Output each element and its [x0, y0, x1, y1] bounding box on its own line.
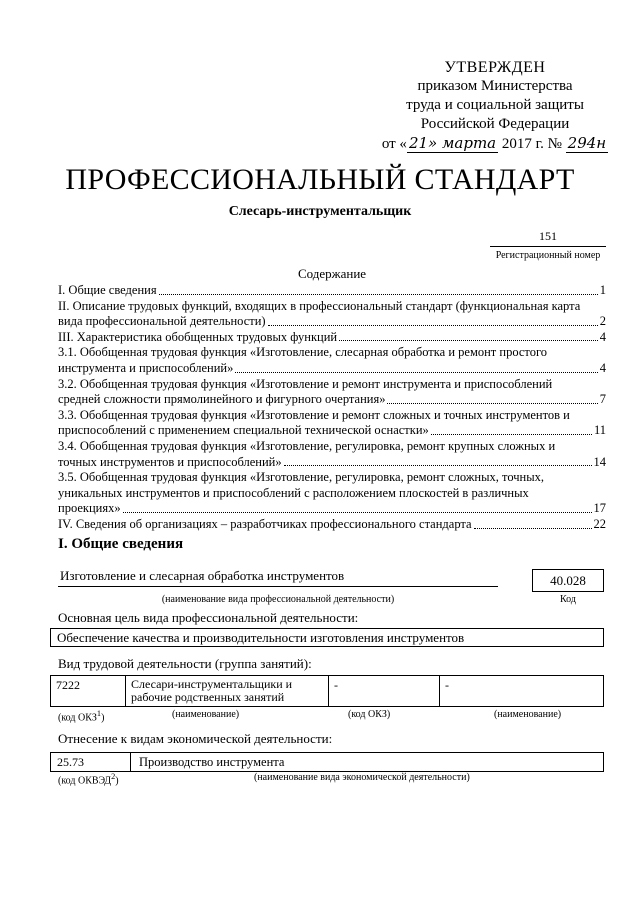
- toc-entry-1[interactable]: [58, 283, 606, 299]
- document-subtitle: Слесарь-инструментальщик: [228, 204, 412, 219]
- activity-code: 40.028: [550, 573, 586, 588]
- okved-name-caption: (наименование вида экономической деятельности): [254, 772, 470, 783]
- toc-entry-text: 3.4. Обобщенная трудовая функция «Изготовление, регулировка, ремонт крупных сложных и: [58, 438, 556, 453]
- okz-code-cell: 7222: [51, 676, 126, 707]
- toc-heading: Содержание: [297, 266, 367, 281]
- approval-order-number: 294н: [567, 134, 607, 152]
- toc-entry-3-5[interactable]: [58, 470, 606, 517]
- toc-entry-text: средней сложности прямолинейного и фигурного очертания»: [58, 392, 386, 407]
- approval-title: УТВЕРЖДЕН: [444, 59, 546, 76]
- toc-leader: [123, 512, 592, 513]
- okved-row: [50, 752, 604, 772]
- caption-text: (код ОКЗ: [58, 712, 97, 724]
- approval-date-prefix: от «: [381, 136, 407, 152]
- table-of-contents: [58, 283, 606, 533]
- toc-leader: [268, 325, 598, 326]
- okz-name2-caption: (наименование): [494, 709, 562, 720]
- toc-page: 14: [593, 454, 606, 469]
- toc-entry-text: II. Описание трудовых функций, входящих в профессиональный стандарт (функциональная карта: [58, 298, 581, 313]
- group-label: Вид трудовой деятельности (группа занятий):: [58, 656, 312, 671]
- toc-page: 4: [599, 360, 606, 375]
- toc-entry-text: 3.2. Обобщенная трудовая функция «Изготовление и ремонт инструмента и приспособлений: [58, 376, 553, 391]
- toc-entry-text: точных инструментов и приспособлений»: [58, 454, 282, 469]
- approval-date-line: [380, 134, 610, 154]
- approval-date-handwritten: 21» марта: [408, 134, 497, 152]
- toc-entry-text: 3.3. Обобщенная трудовая функция «Изготовление и ремонт сложных и точных инструментов и: [58, 407, 570, 422]
- activity-name-caption: (наименование вида профессиональной деятельности): [161, 594, 395, 605]
- toc-entry-text: 3.1. Обобщенная трудовая функция «Изготовление, слесарная обработка и ремонт простого: [58, 345, 548, 360]
- approval-line-labour: труда и социальной защиты: [406, 97, 584, 113]
- toc-entry-2[interactable]: [58, 299, 606, 330]
- toc-page: 4: [599, 329, 606, 344]
- toc-leader: [387, 403, 597, 404]
- okz-name-caption: (наименование): [172, 709, 240, 720]
- footnote-mark: 1: [96, 709, 102, 718]
- activity-code-box: [532, 569, 604, 592]
- okz-code-caption: [58, 709, 104, 723]
- registration-label: Регистрационный номер: [495, 250, 601, 261]
- toc-entry-text: 3.5. Обобщенная трудовая функция «Изготовление, регулировка, ремонт сложных, точных,: [58, 470, 544, 485]
- toc-entry-3[interactable]: [58, 330, 606, 346]
- okz-name-line: рабочие родственных занятий: [131, 690, 285, 704]
- okz-code-cell-2: -: [329, 676, 440, 707]
- toc-page: 7: [599, 392, 606, 407]
- okz-name-cell-2: -: [440, 676, 604, 707]
- activity-name: Изготовление и слесарная обработка инструментов: [60, 568, 345, 583]
- toc-page: 1: [599, 283, 606, 297]
- activity-name-field: [58, 568, 498, 587]
- toc-page: 22: [593, 516, 606, 531]
- toc-leader: [431, 434, 592, 435]
- toc-entry-3-3[interactable]: [58, 408, 606, 439]
- toc-entry-text: вида профессиональной деятельности): [58, 314, 266, 329]
- okved-name: Производство инструмента: [139, 755, 285, 769]
- toc-leader: [235, 372, 597, 373]
- approval-line-ministry: приказом Министерства: [417, 78, 573, 94]
- toc-entry-text: инструмента и приспособлений»: [58, 360, 234, 375]
- toc-entry-text: IV. Сведения об организациях – разработчиках профессионального стандарта: [58, 516, 472, 531]
- toc-entry-text: уникальных инструментов и приспособлений с расположением плоскостей в различных: [58, 485, 529, 500]
- toc-entry-4[interactable]: [58, 517, 606, 533]
- toc-entry-text: приспособлений с применением специальной технической оснастки»: [58, 423, 429, 438]
- approval-date-year: 2017 г. №: [501, 136, 562, 152]
- approval-line-federation: Российской Федерации: [420, 116, 570, 132]
- toc-page: 11: [593, 423, 606, 438]
- toc-leader: [339, 340, 598, 341]
- section-heading: I. Общие сведения: [58, 536, 184, 552]
- goal-field: [50, 628, 604, 647]
- toc-leader: [159, 294, 598, 295]
- toc-entry-text: проекциях»: [58, 501, 121, 516]
- activity-code-caption: Код: [560, 594, 576, 605]
- caption-text: (код ОКВЭД: [58, 775, 112, 787]
- toc-page: 2: [599, 314, 606, 329]
- toc-leader: [474, 528, 592, 529]
- table-row: [51, 676, 604, 707]
- registration-block: [490, 229, 606, 261]
- footnote-mark: 2: [111, 772, 116, 781]
- approval-block: [380, 58, 610, 154]
- okved-code: 25.73: [51, 753, 131, 771]
- goal-value: Обеспечение качества и производительности изготовления инструментов: [57, 630, 465, 645]
- okz-name-line: Слесари-инструментальщики и: [131, 677, 293, 691]
- toc-entry-text: III. Характеристика обобщенных трудовых функций: [58, 329, 338, 344]
- caption-text: ): [101, 712, 105, 724]
- toc-entry-3-1[interactable]: [58, 345, 606, 376]
- econ-label: Отнесение к видам экономической деятельности:: [58, 731, 333, 746]
- toc-page: 17: [593, 501, 606, 516]
- caption-text: ): [115, 775, 119, 787]
- toc-entry-3-4[interactable]: [58, 439, 606, 470]
- toc-leader: [284, 465, 592, 466]
- toc-entry-3-2[interactable]: [58, 377, 606, 408]
- okz-name-cell: [126, 676, 329, 707]
- okz-table: [50, 675, 604, 707]
- okved-code-caption: [58, 772, 119, 786]
- registration-number: 151: [490, 229, 606, 247]
- okz-code2-caption: (код ОКЗ): [348, 709, 391, 720]
- document-title: ПРОФЕССИОНАЛЬНЫЙ СТАНДАРТ: [65, 163, 575, 196]
- goal-label: Основная цель вида профессиональной деятельности:: [58, 610, 359, 625]
- toc-entry-text: I. Общие сведения: [58, 283, 157, 297]
